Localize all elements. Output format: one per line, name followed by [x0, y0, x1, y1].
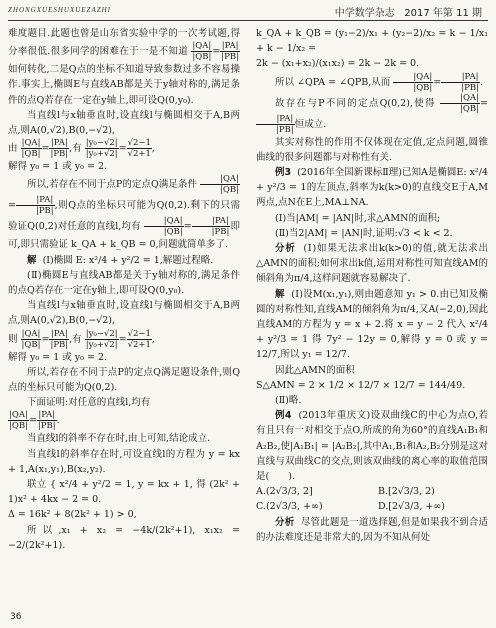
example-3-part-i: (Ⅰ)当|AM| = |AN|时,求△AMN的面积;	[275, 212, 441, 224]
paragraph: 当直线l的斜率存在时,可设直线l的方程为 y = kx + 1,A(x₁,y₁),B(x₂,y₂).	[8, 448, 240, 475]
paragraph: Δ = 16k² + 8(2k² + 1) > 0,	[8, 509, 137, 521]
paragraph: 解得 y₀ = 1 或 y₀ = 2.	[8, 161, 108, 173]
choice-a: A.(2√3/3, 2]	[256, 486, 313, 498]
paragraph: 所以,若存在不同于点P的定点Q满足条件 $\frac{|QA|}{|QB|}$ = $\frac{|PA|}{|PB|}$ ,则Q点的坐标只可能为Q(0,2).剩下的只需验证Q(0,2)对任意的直线l,均有 $\frac{|QA|}{|QB|}$ = $\frac{|PA|}{|PB|}$ 即可,即只需验证 k_QA + k_QB = 0,问题就简单多了.	[8, 174, 240, 251]
paragraph: 其实对称性的作用不仅体现在定值,定点问题,圆锥曲线的很多问题都与对称性有关.	[256, 136, 488, 163]
choices-row-1	[256, 484, 488, 499]
paragraph: 当直线l与x轴垂直时,设直线l与椭圆相交于A,B两点,则A(0,√2),B(0,−√2),	[8, 109, 240, 137]
paragraph: 因此△AMN的面积	[275, 364, 355, 376]
running-header	[335, 4, 482, 19]
ratio-fraction: $\frac{|QA|}{|QB|}$	[192, 41, 212, 63]
issue-number: 2017 年第 11 期	[404, 8, 482, 19]
choice-b: B.[2√3/3, 2)	[378, 486, 435, 498]
example-3: 例3 (2016年全国新课标Ⅱ理)已知A是椭圆E: x²/4 + y²/3 = 1的左顶点,斜率为k(k>0)的直线交E于A,M两点,点N在E上,MA⊥NA.	[256, 167, 488, 209]
paragraph: 由 $\frac{|QA|}{|QB|}$ = $\frac{|PA|}{|PB|}$ ,有 $\frac{\text{|y₀−√2|}}{\text{|y₀+√2|}}$ = $\frac{√2-1}{√2+1}$ ,	[8, 138, 155, 160]
paragraph: 当直线l的斜率不存在时,由上可知,结论成立.	[27, 433, 211, 445]
paragraph: $\frac{|QA|}{|QB|}$ = $\frac{|PA|}{|PB|}$ .	[9, 410, 60, 432]
area-equation: S△AMN = 2 × 1/2 × 12/7 × 12/7 = 144/49.	[256, 379, 466, 391]
choice-c: C.(2√3/3, +∞)	[256, 501, 323, 513]
page-number: 36	[10, 612, 22, 622]
analysis: 分析 (Ⅰ)如果无法求出k(k>0)的值,就无法求出△AMN的面积;如何求出k值,运用对称性可知直线AM的倾斜角为π/4,这样问题就容易解决了.	[256, 243, 488, 285]
header-rule	[8, 20, 488, 21]
example-4: 例4 (2013年重庆文)设双曲线C的中心为点O,若有且只有一对相交于点O,所成的角为60°的直线A₁B₁和A₂B₂,使|A₁B₁| = |A₂B₂|,其中A₁,B₁和A₂,B₂分别是这对直线与双曲线C的交点,则该双曲线的离心率的取值范围是( ).	[256, 410, 488, 483]
paragraph: 所以,x₁ + x₂ = −4k/(2k²+1), x₁x₂ = −2/(2k²+1).	[8, 524, 240, 551]
paragraph: 则 $\frac{|QA|}{|QB|}$ = $\frac{|PA|}{|PB|}$ ,有 $\frac{\text{|y₀−√2|}}{\text{|y₀+√2|}}$ = $\frac{√2-1}{√2+1}$ ,	[8, 328, 155, 350]
left-column	[8, 26, 240, 553]
paragraph: 当直线l与x轴垂直时,设直线l与椭圆相交于A,B两点,则A(0,√2),B(0,−√2),	[8, 300, 240, 327]
paragraph: (Ⅱ)椭圆E与直线AB都是关于y轴对称的,满足条件的点Q若存在一定在y轴上,即可设Q(0,y₀).	[8, 269, 240, 297]
paragraph: 所以,若存在不同于点P的定点Q满足题设条件,则Q点的坐标只可能为Q(0,2).	[8, 366, 240, 394]
paragraph: 解得 y₀ = 1 或 y₀ = 2.	[8, 351, 108, 363]
choices-row-2	[256, 499, 488, 514]
journal-latin-title: ZHONGXUESHUXUEZAZHI	[8, 6, 111, 14]
paragraph: 故存在与P不同的定点Q(0,2),使得 $\frac{|QA|}{|QB|}$ = $\frac{|PA|}{|PB|}$ 恒成立.	[256, 93, 488, 135]
paragraph: 下面证明:对任意的直线l,均有	[27, 397, 151, 409]
paragraph: 联立 { x²/4 + y²/2 = 1, y = kx + 1, 得 (2k² + 1)x² + 4kx − 2 = 0.	[8, 479, 240, 506]
right-column	[256, 26, 488, 545]
example-3-part-ii: (Ⅱ)当2|AM| = |AN|时,证明:√3 < k < 2.	[275, 227, 453, 239]
equation-line: k_QA + k_QB = (y₁−2)/x₁ + (y₂−2)/x₂ = k − 1/x₁ + k − 1/x₂ =	[256, 28, 488, 55]
paragraph: 所以 ∠QPA = ∠QPB,从而 $\frac{|QA|}{|QB|}$ = $\frac{|PA|}{|PB|}$ .	[275, 71, 483, 93]
choice-d: D.[2√3/3, +∞)	[378, 501, 446, 513]
paragraph: 难度题目.此题也曾是山东省实验中学的一次考试题,得分率很低.很多同学的困难在于一是不知道 $\frac{|QA|}{|QB|}$ = $\frac{|PA|}{|PB|}$ 如何转化,二是Q点的坐标不知道导致参数过多不容易操作.事实上,椭圆E与直线AB都是关于y轴对称的,满足条件的点Q若存在一定在y轴上,即可设Q(0,y₀).	[8, 28, 240, 106]
solution: 解 (Ⅰ)设M(x₁,y₁),则由题意知 y₁ > 0.由已知及椭圆的对称性知,直线AM的倾斜角为π/4,又A(−2,0),因此直线AM的方程为 y = x + 2.将 x = y − 2 代入 x²/4 + y²/3 = 1 得 7y² − 12y = 0,解得 y = 0 或 y = 12/7,所以 y₁ = 12/7.	[256, 288, 488, 361]
solution-part-1: 解 (Ⅰ)椭圆 E: x²/4 + y²/2 = 1,解题过程略.	[27, 254, 214, 266]
equation-line: 2k − (x₁+x₂)/(x₁x₂) = 2k − 2k = 0.	[256, 58, 420, 70]
paragraph: (Ⅱ)略.	[275, 395, 302, 407]
journal-name: 中学数学杂志	[334, 8, 395, 19]
analysis-2: 分析 尽管此题是一道选择题,但是如果我不到合适的办法难度还是非常大的,因为不知从何处	[256, 516, 488, 543]
